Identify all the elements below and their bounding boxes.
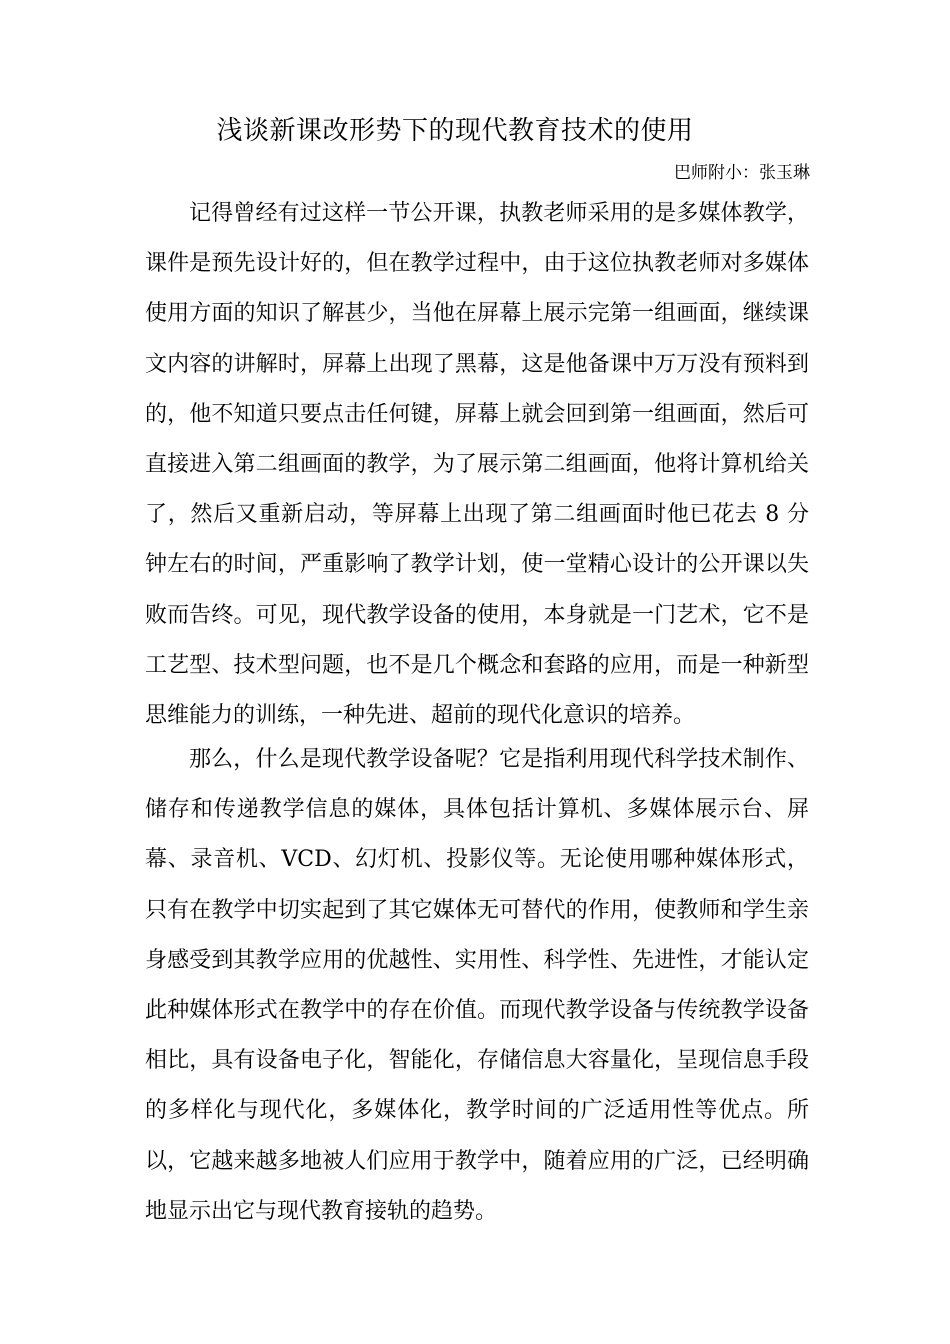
document-author: 巴师附小：张玉琳 (674, 163, 810, 183)
paragraph-2: 那么，什么是现代教学设备呢？它是指利用现代科学技术制作、储存和传递教学信息的媒体，具体包括计算机、多媒体展示台、屏幕、录音机、VCD、幻灯机、投影仪等。无论使用哪种媒体形式，只有在教学中切实起到了其它媒体无可替代的作用，使教师和学生亲身感受到其教学应用的优越性、实用性、科学性、先进性，才能认定此种媒体形式在教学中的存在价值。而现代教学设备与传统教学设备相比，具有设备电子化，智能化，存储信息大容量化，呈现信息手段的多样化与现代化，多媒体化，教学时间的广泛适用性等优点。所以，它越来越多地被人们应用于教学中，随着应用的广泛，已经明确地显示出它与现代教育接轨的趋势。 (145, 747, 809, 1224)
paragraph-1: 记得曾经有过这样一节公开课，执教老师采用的是多媒体教学，课件是预先设计好的，但在教学过程中，由于这位执教老师对多媒体使用方面的知识了解甚少，当他在屏幕上展示完第一组画面，继续课文内容的讲解时，屏幕上出现了黑幕，这是他备课中万万没有预料到的，他不知道只要点击任何键，屏幕上就会回到第一组画面，然后可直接进入第二组画面的教学，为了展示第二组画面，他将计算机给关了，然后又重新启动，等屏幕上出现了第二组画面时他已花去 8 分钟左右的时间，严重影响了教学计划，使一堂精心设计的公开课以失败而告终。可见，现代教学设备的使用，本身就是一门艺术，它不是工艺型、技术型问题，也不是几个概念和套路的应用，而是一种新型思维能力的训练，一种先进、超前的现代化意识的培养。 (145, 201, 809, 729)
document-title: 浅谈新课改形势下的现代教育技术的使用 (216, 116, 694, 146)
